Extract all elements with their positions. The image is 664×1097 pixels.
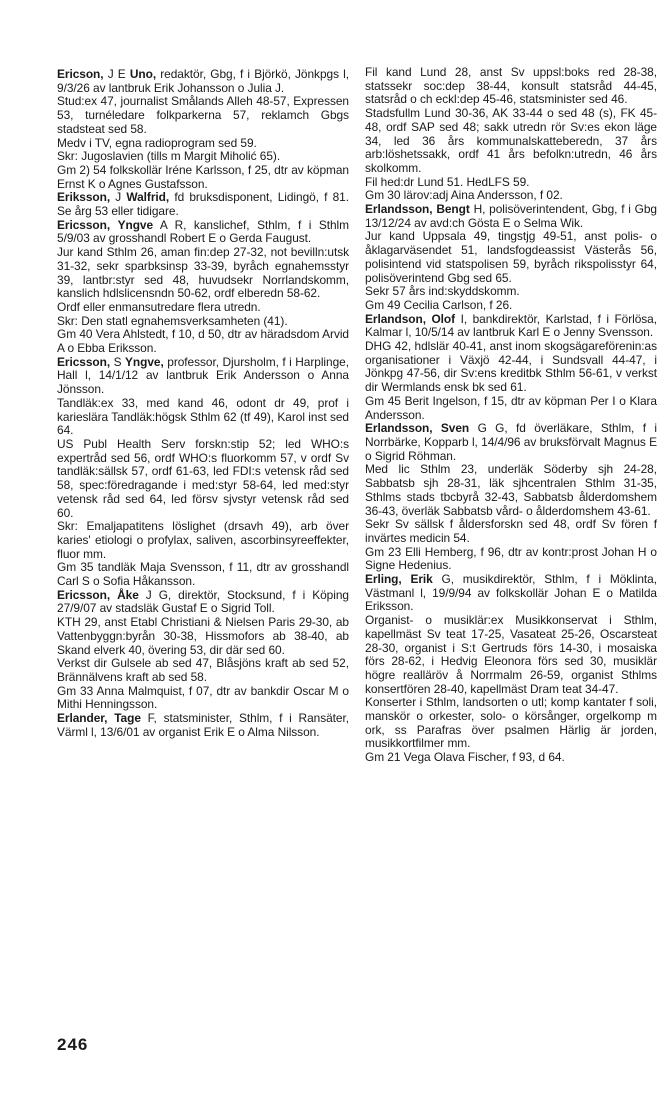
biography-entry-heading (57, 712, 349, 739)
entry-text: Tandläk:ex 33, med kand 46, odont dr 49, prof i karieslära Tandläk:högsk Sthlm 62 (tf 49), Karol inst sed 64. (57, 395, 349, 438)
biography-paragraph (365, 751, 657, 765)
person-surname: Erlandsson, (365, 202, 433, 217)
entry-text: Sekr Sv sällsk f åldersforskn sed 48, ordf Sv fören f invärtes medicin 54. (365, 517, 657, 545)
entry-text: redaktör, Gbg, f i Björkö, Jönkpgs l, 9/3/26 av lantbruk Erik Johansson o Julia J. (57, 67, 349, 95)
person-first-name: Olof (431, 311, 456, 326)
entry-text: Skr: Den statl egnahemsverksamheten (41). (57, 313, 288, 328)
biography-paragraph (57, 246, 349, 301)
left-column (57, 68, 349, 739)
person-surname: Ericson, (57, 67, 104, 81)
biography-paragraph (365, 176, 657, 190)
entry-text: Medv i TV, egna radioprogram sed 59. (57, 135, 257, 150)
biography-paragraph (57, 315, 349, 329)
biography-entry-heading (365, 313, 657, 340)
biography-entry-heading (365, 203, 657, 230)
entry-text: Jur kand Sthlm 26, aman fin:dep 27-32, not bevilln:utsk 31-32, sekr sparbksinsp 33-39, byråch egnahemsstyr 39, lantbr:styr sed 48, huvudsekr Norrlandskomm, kanslich hdlslicensndn 50-62, ordf elberedn 58-62. (57, 245, 349, 301)
biography-paragraph (57, 397, 349, 438)
biography-paragraph (57, 561, 349, 588)
entry-text: DHG 42, hdlslär 40-41, anst inom skogsägareförenin:as organisationer i Växjö 42-44, i Sundsvall 44-47, i Jönkpg 47-56, dir Sv:ens kreditbk Sthlm 56-61, v verkst dir Wermlands ensk bk sed 61. (365, 339, 657, 395)
person-surname: Ericsson, (57, 354, 111, 369)
biography-paragraph (365, 546, 657, 573)
biography-paragraph (57, 438, 349, 520)
person-surname: Eriksson, (57, 190, 111, 205)
biography-paragraph (57, 95, 349, 136)
entry-text: Sekr 57 års ind:skyddskomm. (365, 284, 520, 299)
entry-text: Konserter i Sthlm, landsorten o utl; komp kantater f soli, manskör o orkester, solo- o körsånger, orgelkomp m ork, ss Parafras över psalmen Härlig är jorden, musikkortfilmer mm. (365, 695, 657, 751)
biography-paragraph (365, 518, 657, 545)
biography-paragraph (365, 340, 657, 395)
entry-text: G G, fd överläkare, Sthlm, f i Norrbärke, Kopparb l, 14/4/96 av bruksförvalt Magnus E o Sigrid Röhman. (365, 421, 657, 463)
entry-text: A R, kanslichef, Sthlm, f i Sthlm 5/9/03 av grosshandl Robert E o Gerda Faugust. (57, 217, 349, 246)
person-surname: Erlandson, (365, 311, 426, 326)
entry-text: Gm 40 Vera Ahlstedt, f 10, d 50, dtr av häradsdom Arvid A o Ebba Eriksson. (57, 327, 349, 356)
biography-paragraph (57, 657, 349, 684)
biography-paragraph (57, 301, 349, 315)
person-initials: J (115, 190, 122, 205)
person-surname: Ericsson, (57, 217, 111, 232)
entry-text: Gm 35 tandläk Maja Svensson, f 11, dtr av grosshandl Carl S o Sofia Håkansson. (57, 560, 349, 589)
entry-text: Gm 2) 54 folkskollär Iréne Karlsson, f 25, dtr av köpman Ernst K o Agnes Gustafsson. (57, 162, 349, 191)
biography-entry-heading (57, 589, 349, 616)
entry-text: fd bruksdisponent, Lidingö, f 81. Se årg 53 eller tidigare. (57, 190, 349, 219)
entry-text: Skr: Jugoslavien (tills m Margit Miholić 65). (57, 149, 281, 164)
biography-paragraph (365, 463, 657, 518)
page-number: 246 (57, 1035, 89, 1054)
biography-paragraph (57, 150, 349, 164)
biography-paragraph (365, 230, 657, 285)
person-first-name: Yngve, (125, 354, 164, 369)
person-surname: Erlandsson, (365, 421, 433, 436)
entry-text: Fil hed:dr Lund 51. HedLFS 59. (365, 174, 530, 189)
entry-text: Jur kand Uppsala 49, tingstjg 49-51, anst polis- o åklagarväsendet 51, landsfogdeassist Västerås 56, polisintend vid statspolisen 59, byråch rikspolisstyr 64, polisöverintend Gbg sed 65. (365, 229, 657, 285)
entry-text: Gm 30 lärov:adj Aina Andersson, f 02. (365, 188, 563, 203)
biography-entry-heading (57, 356, 349, 397)
entry-text: G, musikdirektör, Sthlm, f i Möklinta, Västmanl l, 19/9/94 av folkskollär Johan E o Matilda Eriksson. (365, 572, 657, 614)
entry-text: Stadsfullm Lund 30-36, AK 33-44 o sed 48 (s), FK 45-48, ordf SAP sed 48; sakk utredn rör Sv:es ekon läge 34, led 36 års kommunalskatteberedn, 37 års arb:löshetssakk, ordf 41 års befolkn:utredn, 46 års skolkomm. (365, 106, 657, 175)
biography-paragraph (365, 299, 657, 313)
entry-text: Gm 33 Anna Malmquist, f 07, dtr av bankdir Oscar M o Mithi Henningsson. (57, 683, 349, 712)
entry-text: Stud:ex 47, journalist Smålands Alleh 48-57, Expressen 53, turnéledare folkparkerna 57, reklamch Gbgs stadsteat sed 58. (57, 94, 349, 136)
biography-paragraph (365, 395, 657, 422)
biography-entry-heading (57, 219, 349, 246)
biography-paragraph (365, 285, 657, 299)
entry-text: J G, direktör, Stocksund, f i Köping 27/9/07 av stadsläk Gustaf E o Sigrid Toll. (57, 587, 349, 616)
entry-text: Fil kand Lund 28, anst Sv uppsl:boks red 28-38, statssekr soc:dep 38-44, konsult statsråd 44-45, statsråd o ch eckl:dep 45-46, statsminister sed 46. (365, 65, 657, 107)
person-first-name: Walfrid, (126, 190, 170, 205)
person-surname: Erling, (365, 572, 402, 587)
biography-paragraph (57, 616, 349, 657)
person-initials: J E (107, 67, 126, 81)
biography-paragraph (57, 685, 349, 712)
entry-text: Verkst dir Gulsele ab sed 47, Blåsjöns kraft ab sed 52, Brännälvens kraft ab sed 58. (57, 656, 349, 684)
person-initials: S (113, 354, 122, 369)
person-first-name: Yngve (117, 217, 154, 232)
entry-text: Gm 21 Vega Olava Fischer, f 93, d 64. (365, 750, 565, 765)
entry-text: H, polisöverintendent, Gbg, f i Gbg 13/12/24 av avd:ch Gösta E o Selma Wik. (365, 202, 657, 230)
person-first-name: Sven (440, 421, 470, 436)
person-first-name: Uno, (129, 67, 157, 81)
entry-text: Skr: Emaljapatitens löslighet (drsavh 49), arb över karies' etiologi o profylax, saliven, ascorbinsyreeffekter, fluor mm. (57, 519, 349, 561)
entry-text: I, bankdirektör, Karlstad, f i Förlösa, Kalmar l, 10/5/14 av lantbruk Karl E o Jenny Svensson. (365, 311, 657, 340)
person-first-name: Tage (114, 711, 141, 726)
biography-paragraph (57, 520, 349, 561)
biography-entry-heading (57, 191, 349, 218)
biography-paragraph (365, 107, 657, 176)
biography-paragraph (365, 614, 657, 696)
entry-text: Gm 45 Berit Ingelson, f 15, dtr av köpman Per I o Klara Andersson. (365, 393, 657, 422)
biography-paragraph (365, 696, 657, 751)
biography-paragraph (365, 66, 657, 107)
biography-paragraph (365, 189, 657, 203)
entry-text: F, statsminister, Sthlm, f i Ransäter, Värml l, 13/6/01 av organist Erik E o Alma Nilsson. (57, 711, 349, 739)
person-first-name: Erik (410, 572, 433, 587)
biography-entry-heading (57, 68, 349, 95)
entry-text: Gm 23 Elli Hemberg, f 96, dtr av kontr:prost Johan H o Signe Hedenius. (365, 544, 657, 573)
person-surname: Erlander, (57, 711, 108, 726)
entry-text: Gm 49 Cecilia Carlson, f 26. (365, 297, 513, 312)
entry-text: US Publ Health Serv forskn:stip 52; led WHO:s expertråd sed 56, ordf WHO:s fluorkomm 57, v ordf Sv tandläk:sällsk 57, ordf 61-63, led FDI:s vetensk råd sed 58, spec:föredragande i med:styr 58-64, led med:styr vetensk råd sed 64, led försv sjvstyr vetensk råd sed 60. (57, 436, 349, 520)
right-column (365, 66, 657, 765)
entry-text: Ordf eller enmansutredare flera utredn. (57, 299, 261, 314)
biography-entry-heading (365, 573, 657, 614)
biography-paragraph (57, 328, 349, 355)
person-first-name: Bengt (436, 202, 470, 217)
entry-text: KTH 29, anst Etabl Christiani & Nielsen Paris 29-30, ab Vattenbyggn:byrån 30-38, Hissmofors ab 38-40, ab Skand elverk 40, övering 53, dir där sed 60. (57, 615, 349, 657)
entry-text: professor, Djursholm, f i Harplinge, Hall l, 14/1/12 av lantbruk Erik Andersson o Anna Jönsson. (57, 354, 349, 397)
entry-text: Organist- o musiklär:ex Musikkonservat i Sthlm, kapellmäst Sv teat 17-25, Vasateat 25-26, Oscarsteat 28-30, organist i S:t Gertruds förs 14-30, i mosaiska förs 28-62, i Hedvig Eleonora förs sed 30, musiklär högre realläröv å Norrmalm 26-59, organist Sthlms konsertfören 28-40, kapellmäst Dram teat 34-47. (365, 613, 657, 696)
entry-text: Med lic Sthlm 23, underläk Söderby sjh 24-28, Sabbatsb sjh 28-31, läk sjhcentralen Sthlm 31-35, Sthlms stads tbcbyrå 32-43, Sabbatsb ålderdomshem 36-43, överläk Sabbatsb vård- o ålderdomshem 43-61. (365, 462, 657, 518)
biography-entry-heading (365, 422, 657, 463)
person-surname: Ericsson, (57, 587, 111, 602)
biography-paragraph (57, 164, 349, 191)
biography-paragraph (57, 137, 349, 151)
person-first-name: Åke (117, 587, 139, 602)
